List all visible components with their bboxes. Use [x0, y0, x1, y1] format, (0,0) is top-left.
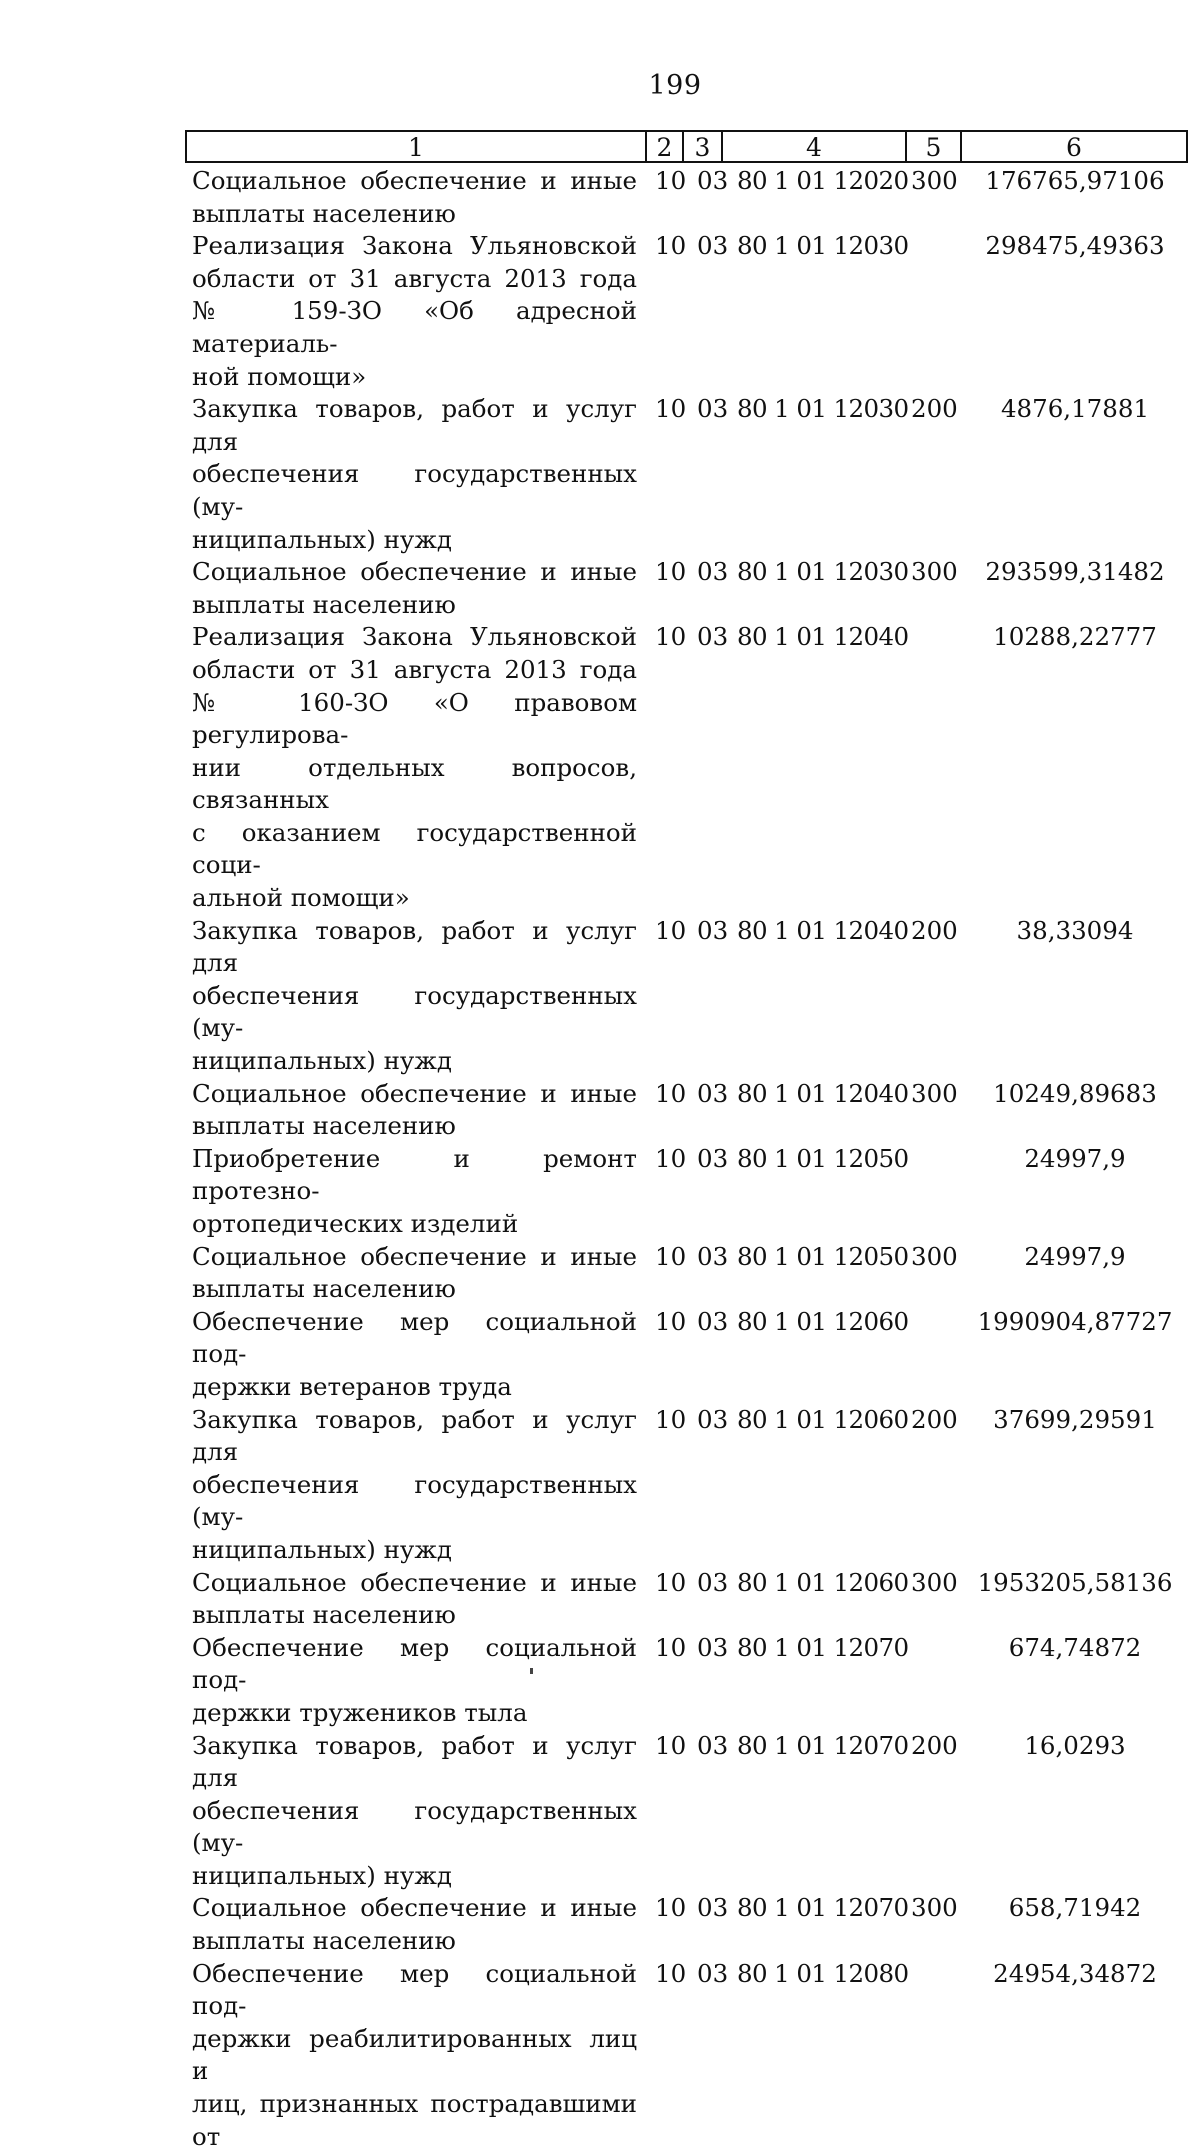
row-name	[192, 1143, 637, 1241]
row-section: 10	[655, 1632, 687, 1662]
row-expense-type: 200	[911, 394, 958, 424]
row-subsection: 03	[697, 1404, 729, 1434]
row-name-line: выплаты населению	[192, 1600, 456, 1630]
table-row	[0, 1632, 1200, 1730]
row-name-line: ниципальных) нужд	[192, 1534, 452, 1564]
table-row	[0, 1892, 1200, 1957]
row-name-line: ортопедических изделий	[192, 1209, 519, 1238]
row-name-line: держки тружеников тыла	[192, 1697, 528, 1727]
row-expense-type: 200	[911, 1730, 958, 1760]
row-section: 10	[655, 1567, 687, 1597]
row-amount: 674,74872	[1008, 1632, 1142, 1662]
row-name-line: альной помощи»	[192, 883, 410, 913]
row-name	[192, 1730, 637, 1893]
row-name-line: № 159-ЗО «Об адресной материаль-	[192, 296, 637, 358]
row-section: 10	[655, 1730, 687, 1760]
row-amount: 658,71942	[1008, 1893, 1142, 1923]
row-subsection: 03	[697, 1632, 729, 1662]
row-section: 10	[655, 1404, 687, 1434]
row-name-line: Приобретение и ремонт протезно-	[192, 1143, 637, 1206]
row-expense-type: 200	[911, 915, 958, 945]
row-name-line: Обеспечение мер социальной под-	[192, 1958, 637, 2021]
row-amount: 10288,22777	[993, 622, 1157, 652]
scan-mark	[530, 1668, 533, 1674]
row-expense-type: 300	[911, 557, 958, 587]
row-subsection: 03	[697, 1567, 729, 1597]
row-name	[192, 556, 637, 621]
row-name-line: Социальное обеспечение и иные	[192, 557, 637, 587]
row-name-line: Реализация Закона Ульяновской	[192, 622, 637, 652]
row-target-article: 80 1 01 12040	[737, 915, 909, 945]
row-name-line: Закупка товаров, работ и услуг для	[192, 1730, 637, 1793]
row-name-line: Обеспечение мер социальной под-	[192, 1306, 637, 1369]
table-body	[0, 165, 1200, 2153]
row-name-line: обеспечения государственных (му-	[192, 1795, 637, 1858]
table-header-row	[185, 130, 1188, 163]
row-amount: 1990904,87727	[977, 1306, 1173, 1336]
table-row	[0, 165, 1200, 230]
row-name-line: ниципальных) нужд	[192, 1860, 452, 1890]
row-target-article: 80 1 01 12040	[737, 622, 909, 652]
row-name-line: Закупка товаров, работ и услуг для	[192, 1404, 637, 1467]
row-subsection: 03	[697, 394, 729, 424]
row-section: 10	[655, 1241, 687, 1271]
table-row	[0, 1241, 1200, 1306]
row-name-line: Закупка товаров, работ и услуг для	[192, 394, 637, 456]
row-name-line: Реализация Закона Ульяновской	[192, 231, 637, 261]
row-subsection: 03	[697, 622, 729, 652]
table-row	[0, 556, 1200, 621]
row-name	[192, 1404, 637, 1567]
row-name-line: области от 31 августа 2013 года	[192, 263, 637, 293]
row-subsection: 03	[697, 1241, 729, 1271]
row-amount: 4876,17881	[1000, 394, 1150, 424]
row-name	[192, 1306, 637, 1404]
row-target-article: 80 1 01 12020	[737, 166, 909, 195]
row-name-line: Социальное обеспечение и иные	[192, 166, 637, 195]
row-name	[192, 1078, 637, 1143]
row-name-line: Социальное обеспечение и иные	[192, 1241, 637, 1271]
row-target-article: 80 1 01 12040	[737, 1078, 909, 1108]
row-name-line: выплаты населению	[192, 1274, 456, 1304]
column-header-1: 1	[187, 132, 647, 161]
row-name	[192, 1958, 637, 2153]
column-header-6: 6	[1066, 133, 1082, 162]
row-section: 10	[655, 1893, 687, 1923]
row-section: 10	[655, 1306, 687, 1336]
row-name-line: обеспечения государственных (му-	[192, 459, 637, 521]
column-header-5: 5	[907, 132, 962, 161]
row-amount: 24997,9	[1024, 1143, 1126, 1173]
row-target-article: 80 1 01 12050	[737, 1241, 909, 1271]
row-subsection: 03	[697, 231, 729, 261]
column-header-3: 3	[684, 132, 723, 161]
row-amount: 24954,34872	[993, 1958, 1157, 1988]
column-header-4: 4	[723, 132, 907, 161]
row-name	[192, 621, 637, 914]
column-header-2: 2	[647, 132, 684, 161]
row-amount: 10249,89683	[993, 1078, 1157, 1108]
row-expense-type: 300	[911, 166, 958, 195]
table-row	[0, 621, 1200, 914]
row-name-line: ниципальных) нужд	[192, 524, 452, 554]
row-amount: 298475,49363	[985, 231, 1165, 261]
table-row	[0, 1306, 1200, 1404]
table-row	[0, 1567, 1200, 1632]
row-name-line: держки ветеранов труда	[192, 1371, 512, 1401]
row-amount: 1953205,58136	[977, 1567, 1173, 1597]
row-subsection: 03	[697, 1306, 729, 1336]
row-name	[192, 230, 637, 393]
row-amount: 37699,29591	[993, 1404, 1157, 1434]
row-subsection: 03	[697, 915, 729, 945]
row-subsection: 03	[697, 1958, 729, 1988]
row-name-line: ниципальных) нужд	[192, 1046, 452, 1076]
row-name-line: области от 31 августа 2013 года	[192, 654, 637, 684]
row-section: 10	[655, 622, 687, 652]
row-expense-type: 300	[911, 1567, 958, 1597]
row-amount: 24997,9	[1024, 1241, 1126, 1271]
table-row	[0, 1404, 1200, 1567]
table-row	[0, 915, 1200, 1078]
row-target-article: 80 1 01 12030	[737, 557, 909, 587]
row-name	[192, 1241, 637, 1306]
row-target-article: 80 1 01 12070	[737, 1893, 909, 1923]
row-expense-type: 300	[911, 1241, 958, 1271]
row-section: 10	[655, 166, 687, 195]
row-amount: 293599,31482	[985, 557, 1165, 587]
row-name-line: Закупка товаров, работ и услуг для	[192, 915, 637, 978]
row-name-line: Социальное обеспечение и иные	[192, 1893, 637, 1923]
row-subsection: 03	[697, 557, 729, 587]
row-section: 10	[655, 394, 687, 424]
row-section: 10	[655, 1958, 687, 1988]
row-subsection: 03	[697, 1143, 729, 1173]
table-row	[0, 1143, 1200, 1241]
row-target-article: 80 1 01 12070	[737, 1730, 909, 1760]
row-name-line: нии отдельных вопросов, связанных	[192, 752, 637, 815]
row-section: 10	[655, 1143, 687, 1173]
row-expense-type: 200	[911, 1404, 958, 1434]
row-expense-type: 300	[911, 1078, 958, 1108]
row-name-line: выплаты населению	[192, 589, 456, 619]
row-name	[192, 1892, 637, 1957]
row-subsection: 03	[697, 1893, 729, 1923]
row-target-article: 80 1 01 12080	[737, 1958, 909, 1988]
row-amount: 176765,97106	[985, 166, 1165, 195]
row-target-article: 80 1 01 12060	[737, 1306, 909, 1336]
row-expense-type: 300	[911, 1893, 958, 1923]
row-target-article: 80 1 01 12050	[737, 1143, 909, 1173]
row-target-article: 80 1 01 12070	[737, 1632, 909, 1662]
row-name-line: выплаты населению	[192, 1111, 456, 1141]
table-row	[0, 230, 1200, 393]
row-name-line: Обеспечение мер социальной под-	[192, 1632, 637, 1695]
row-target-article: 80 1 01 12060	[737, 1404, 909, 1434]
row-name-line: Социальное обеспечение и иные	[192, 1078, 637, 1108]
row-name-line: обеспечения государственных (му-	[192, 1469, 637, 1532]
row-name-line: № 160-ЗО «О правовом регулирова-	[192, 687, 637, 750]
row-name-line: держки реабилитированных лиц и	[192, 2023, 637, 2086]
row-subsection: 03	[697, 166, 729, 195]
row-name	[192, 1632, 637, 1730]
row-name	[192, 393, 637, 556]
row-name-line: Социальное обеспечение и иные	[192, 1567, 637, 1597]
row-amount: 38,33094	[1016, 915, 1134, 945]
row-name-line: лиц, признанных пострадавшими от	[192, 2089, 637, 2151]
page-number: 199	[648, 70, 702, 101]
row-section: 10	[655, 1078, 687, 1108]
table-row	[0, 393, 1200, 556]
table-row	[0, 1078, 1200, 1143]
table-row	[0, 1730, 1200, 1893]
row-target-article: 80 1 01 12030	[737, 394, 909, 424]
row-name-line: выплаты населению	[192, 198, 456, 228]
row-name-line: с оказанием государственной соци-	[192, 817, 637, 880]
row-section: 10	[655, 557, 687, 587]
row-name-line: ной помощи»	[192, 361, 367, 391]
row-section: 10	[655, 915, 687, 945]
row-subsection: 03	[697, 1730, 729, 1760]
row-target-article: 80 1 01 12060	[737, 1567, 909, 1597]
row-name-line: выплаты населению	[192, 1926, 456, 1956]
row-name-line: обеспечения государственных (му-	[192, 980, 637, 1043]
row-target-article: 80 1 01 12030	[737, 231, 909, 261]
row-name	[192, 165, 637, 230]
table-row	[0, 1958, 1200, 2153]
row-name	[192, 1567, 637, 1632]
row-amount: 16,0293	[1024, 1730, 1126, 1760]
row-name	[192, 915, 637, 1078]
row-section: 10	[655, 231, 687, 261]
row-subsection: 03	[697, 1078, 729, 1108]
